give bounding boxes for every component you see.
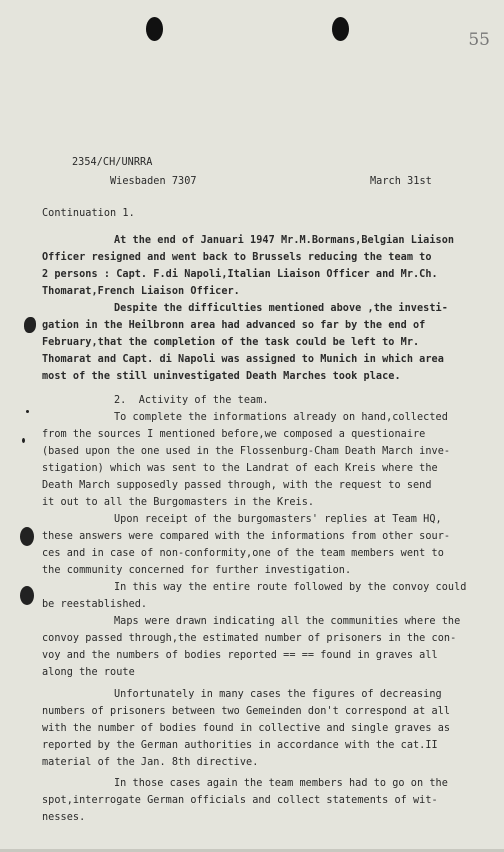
- paragraph-line: these answers were compared with the informations from other sour-: [42, 531, 451, 542]
- paragraph-line: convoy passed through,the estimated number of prisoners in the con-: [42, 633, 457, 644]
- paragraph-line: Unfortunately in many cases the figures of decreasing: [114, 689, 442, 700]
- paragraph-line: spot,interrogate German officials and collect statements of wit-: [42, 795, 438, 806]
- paragraph-line: Despite the difficulties mentioned above ,the investi-: [114, 303, 448, 314]
- paragraph-line: Death March supposedly passed through, with the request to send: [42, 480, 432, 491]
- paragraph-line: 2 persons : Capt. F.di Napoli,Italian Liaison Officer and Mr.Ch.: [42, 269, 438, 280]
- margin-dot: [22, 438, 25, 443]
- paragraph-line: In those cases again the team members had to go on the: [114, 778, 448, 789]
- paragraph-line: ces and in case of non-conformity,one of the team members went to: [42, 548, 444, 559]
- margin-dot: [26, 410, 29, 413]
- page-number: 55: [468, 30, 490, 50]
- margin-punch-mark: [20, 586, 34, 605]
- margin-ink-blot: [24, 317, 36, 333]
- paragraph-line: stigation) which was sent to the Landrat of each Kreis where the: [42, 463, 438, 474]
- paragraph-line: numbers of prisoners between two Gemeinden don't correspond at all: [42, 706, 451, 717]
- paragraph-line: February,that the completion of the task could be left to Mr.: [42, 337, 420, 348]
- paragraph-line: most of the still uninvestigated Death Marches took place.: [42, 371, 401, 382]
- paragraph-line: be reestablished.: [42, 599, 148, 610]
- paragraph-line: it out to all the Burgomasters in the Kreis.: [42, 497, 315, 508]
- paragraph-line: In this way the entire route followed by the convoy could: [114, 582, 467, 593]
- paragraph-line: Officer resigned and went back to Brussels reducing the team to: [42, 252, 432, 263]
- paragraph-line: gation in the Heilbronn area had advanced so far by the end of: [42, 320, 426, 331]
- paragraph-line: from the sources I mentioned before,we composed a questionaire: [42, 429, 426, 440]
- punch-hole-right: [332, 17, 349, 41]
- paragraph-line: the community concerned for further investigation.: [42, 565, 352, 576]
- punch-hole-left: [146, 17, 163, 41]
- paragraph-line: (based upon the one used in the Flossenburg-Cham Death March inve-: [42, 446, 451, 457]
- reference-number: 2354/CH/UNRRA: [72, 157, 153, 168]
- paragraph-line: along the route: [42, 667, 135, 678]
- paragraph-line: nesses.: [42, 812, 86, 823]
- paragraph-line: voy and the numbers of bodies reported == == found in graves all: [42, 650, 438, 661]
- paragraph-line: To complete the informations already on hand,collected: [114, 412, 448, 423]
- place-code: Wiesbaden 7307: [110, 176, 197, 187]
- paragraph-line: Thomarat,French Liaison Officer.: [42, 286, 240, 297]
- paragraph-line: Thomarat and Capt. di Napoli was assigned to Munich in which area: [42, 354, 444, 365]
- paragraph-line: At the end of Januari 1947 Mr.M.Bormans,Belgian Liaison: [114, 235, 455, 246]
- document-date: March 31st: [370, 176, 432, 187]
- paragraph-line: Upon receipt of the burgomasters' replies at Team HQ,: [114, 514, 442, 525]
- section-heading: 2. Activity of the team.: [114, 395, 269, 406]
- paragraph-line: material of the Jan. 8th directive.: [42, 757, 259, 768]
- paragraph-line: Maps were drawn indicating all the communities where the: [114, 616, 461, 627]
- continuation-heading: Continuation 1.: [42, 208, 135, 219]
- paragraph-line: reported by the German authorities in accordance with the cat.II: [42, 740, 438, 751]
- margin-punch-mark: [20, 527, 34, 546]
- paragraph-line: with the number of bodies found in collective and single graves as: [42, 723, 451, 734]
